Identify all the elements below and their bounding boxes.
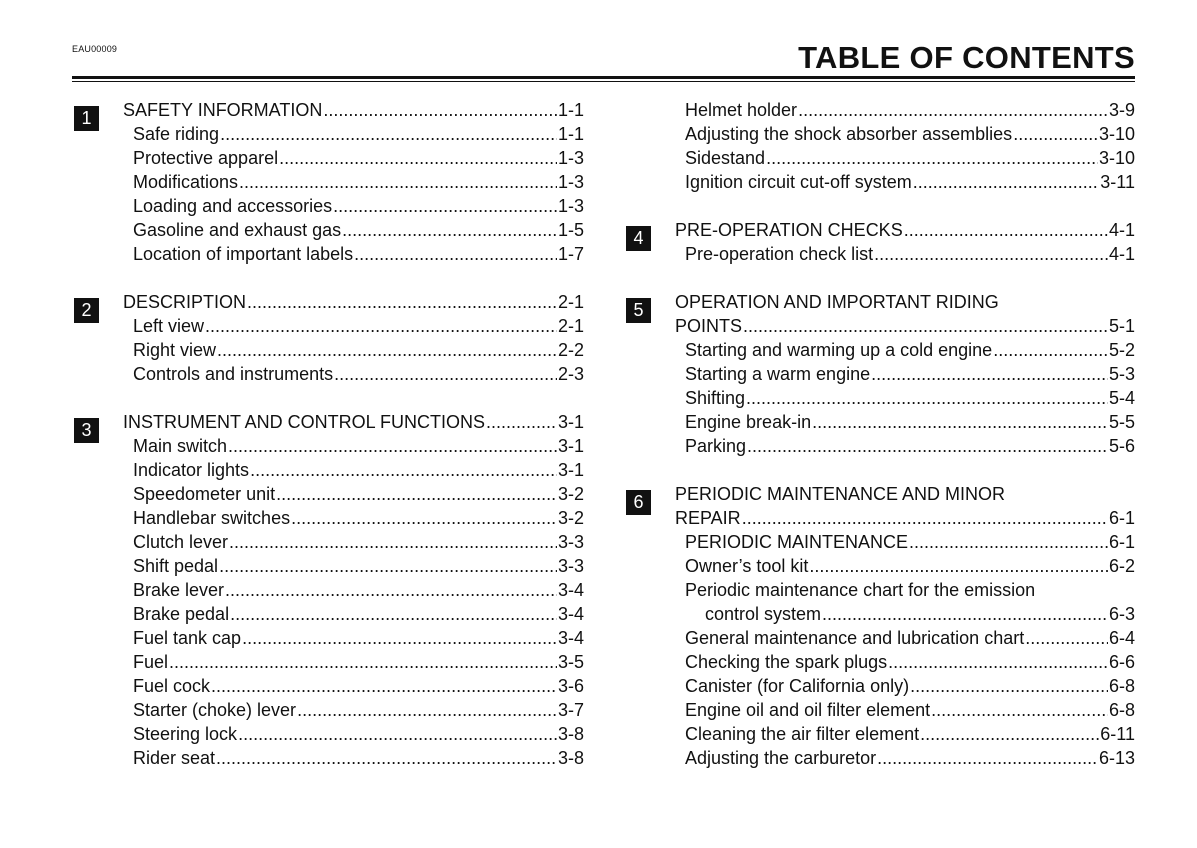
toc-entry[interactable]: Gasoline and exhaust gas ..... 1-5 [74, 218, 584, 242]
toc-section-3-continued [626, 98, 1135, 194]
toc-entry-heading[interactable]: POINTS ..... 5-1 [626, 314, 1135, 338]
title-rule-thin [72, 81, 1135, 82]
toc-entry[interactable]: Protective apparel ..... 1-3 [74, 146, 584, 170]
toc-entry[interactable]: Clutch lever ..... 3-3 [74, 530, 584, 554]
toc-entry[interactable]: Starting and warming up a cold engine ..... 5-2 [626, 338, 1135, 362]
toc-entry-heading[interactable]: PRE-OPERATION CHECKS ..... 4-1 [626, 218, 1135, 242]
toc-entry[interactable]: Adjusting the carburetor ..... 6-13 [626, 746, 1135, 770]
toc-entry[interactable]: Starting a warm engine ..... 5-3 [626, 362, 1135, 386]
toc-entry[interactable]: Shifting ..... 5-4 [626, 386, 1135, 410]
toc-entry[interactable]: Fuel ..... 3-5 [74, 650, 584, 674]
toc-entry[interactable]: Brake lever ..... 3-4 [74, 578, 584, 602]
toc-entry-line[interactable]: Periodic maintenance chart for the emission [685, 580, 1036, 600]
toc-section-5 [626, 290, 1135, 458]
document-code: EAU00009 [72, 44, 118, 54]
toc-entry[interactable]: Speedometer unit ..... 3-2 [74, 482, 584, 506]
toc-entry[interactable]: Parking ..... 5-6 [626, 434, 1135, 458]
toc-entry[interactable]: Cleaning the air filter element ..... 6-11 [626, 722, 1135, 746]
toc-entry[interactable]: Modifications ..... 1-3 [74, 170, 584, 194]
toc-entry[interactable]: Canister (for California only) ..... 6-8 [626, 674, 1135, 698]
toc-entry[interactable]: Right view ..... 2-2 [74, 338, 584, 362]
toc-entry[interactable]: Steering lock ..... 3-8 [74, 722, 584, 746]
toc-entry[interactable]: Fuel cock ..... 3-6 [74, 674, 584, 698]
section-number-badge: 3 [74, 418, 99, 443]
toc-entry-heading[interactable]: SAFETY INFORMATION ..... 1-1 [74, 98, 584, 122]
toc-entry[interactable]: Adjusting the shock absorber assemblies ..... 3-10 [626, 122, 1135, 146]
toc-entry[interactable]: Main switch ..... 3-1 [74, 434, 584, 458]
toc-entry-heading[interactable]: INSTRUMENT AND CONTROL FUNCTIONS ..... 3-1 [74, 410, 584, 434]
section-number-badge: 1 [74, 106, 99, 131]
section-number-badge: 5 [626, 298, 651, 323]
toc-entry[interactable]: Left view ..... 2-1 [74, 314, 584, 338]
toc-entry[interactable]: Shift pedal ..... 3-3 [74, 554, 584, 578]
toc-entry-heading[interactable]: REPAIR ..... 6-1 [626, 506, 1135, 530]
toc-entry[interactable]: Indicator lights ..... 3-1 [74, 458, 584, 482]
toc-section-2 [74, 290, 584, 386]
toc-entry-heading[interactable]: DESCRIPTION ..... 2-1 [74, 290, 584, 314]
toc-right-column [626, 98, 1135, 794]
toc-entry[interactable]: Helmet holder ..... 3-9 [626, 98, 1135, 122]
toc-entry[interactable]: Engine break-in ..... 5-5 [626, 410, 1135, 434]
toc-entry[interactable]: Location of important labels ..... 1-7 [74, 242, 584, 266]
toc-entry[interactable]: Loading and accessories ..... 1-3 [74, 194, 584, 218]
toc-entry[interactable]: Rider seat ..... 3-8 [74, 746, 584, 770]
toc-entry[interactable]: Owner’s tool kit ..... 6-2 [626, 554, 1135, 578]
toc-entry[interactable]: Fuel tank cap ..... 3-4 [74, 626, 584, 650]
toc-entry[interactable]: Safe riding ..... 1-1 [74, 122, 584, 146]
toc-entry[interactable]: control system ..... 6-3 [626, 602, 1135, 626]
toc-entry[interactable]: Handlebar switches ..... 3-2 [74, 506, 584, 530]
toc-entry[interactable]: Sidestand ..... 3-10 [626, 146, 1135, 170]
toc-entry[interactable]: General maintenance and lubrication chart ..... 6-4 [626, 626, 1135, 650]
section-number-badge: 2 [74, 298, 99, 323]
page-title: TABLE OF CONTENTS [798, 40, 1135, 75]
toc-entry[interactable]: Brake pedal ..... 3-4 [74, 602, 584, 626]
toc-entry[interactable]: Controls and instruments ..... 2-3 [74, 362, 584, 386]
toc-entry[interactable]: Ignition circuit cut-off system ..... 3-11 [626, 170, 1135, 194]
toc-entry[interactable]: Checking the spark plugs ..... 6-6 [626, 650, 1135, 674]
toc-entry[interactable]: Engine oil and oil filter element ..... 6-8 [626, 698, 1135, 722]
title-rule-thick [72, 76, 1135, 79]
toc-entry[interactable]: Starter (choke) lever ..... 3-7 [74, 698, 584, 722]
section-number-badge: 4 [626, 226, 651, 251]
toc-left-column [74, 98, 584, 794]
section-number-badge: 6 [626, 490, 651, 515]
toc-entry[interactable]: PERIODIC MAINTENANCE ..... 6-1 [626, 530, 1135, 554]
toc-section-1 [74, 98, 584, 266]
toc-section-3 [74, 410, 584, 770]
toc-section-6 [626, 482, 1135, 770]
toc-heading-line[interactable]: PERIODIC MAINTENANCE AND MINOR [675, 484, 1006, 504]
toc-section-4 [626, 218, 1135, 266]
toc-entry[interactable]: Pre-operation check list ..... 4-1 [626, 242, 1135, 266]
toc-heading-line[interactable]: OPERATION AND IMPORTANT RIDING [675, 292, 999, 312]
